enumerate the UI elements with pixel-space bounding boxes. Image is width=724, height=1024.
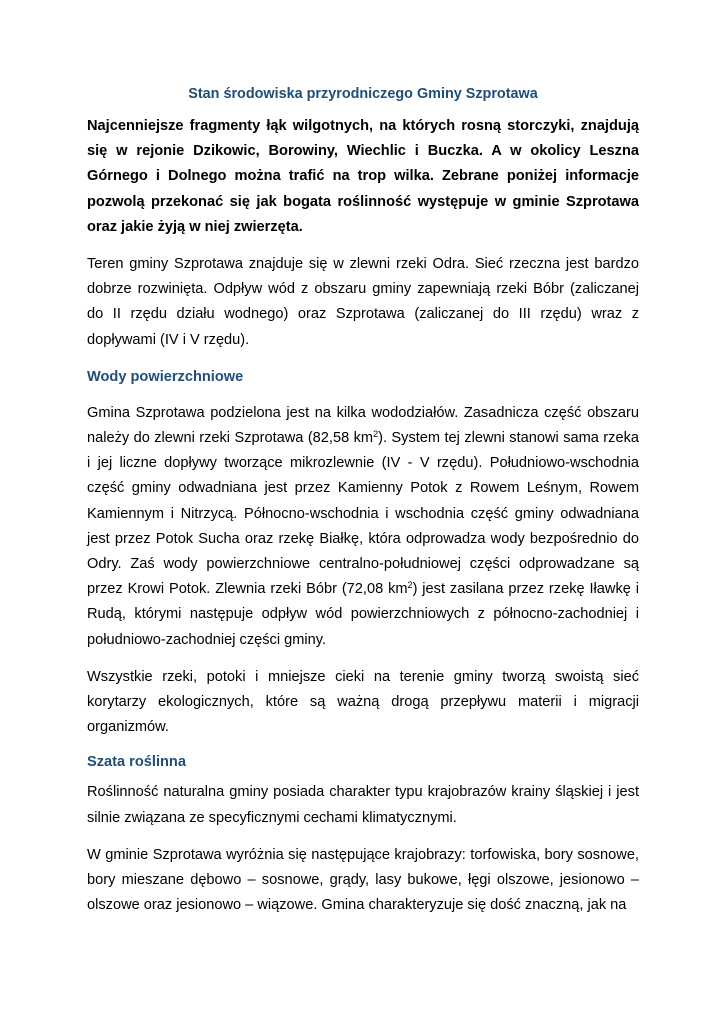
superscript-km2: 2 xyxy=(373,429,379,440)
section-heading-vegetation: Szata roślinna xyxy=(87,754,186,771)
paragraph-ecological-corridors: Wszystkie rzeki, potoki i mniejsze cieki na terenie gminy tworzą swoistą sieć korytarzy ekologicznych, które są ważną drogą przepływu materii i migracji organizmów. xyxy=(87,668,639,736)
superscript-km2: 2 xyxy=(407,580,413,591)
intro-paragraph: Najcenniejsze fragmenty łąk wilgotnych, na których rosną storczyki, znajdują się w rejonie Dzikowic, Borowiny, Wiechlic i Buczka. A w okolicy Leszna Górnego i Dolnego można trafić na trop wilka. Zebrane poniżej informacje pozwolą przekonać się jak bogata roślinność występuje w gminie Szprotawa oraz jakie żyją w niej zwierzęta. xyxy=(87,118,639,235)
watersheds-text-part1: Gmina Szprotawa podzielona jest na kilka wododziałów. Zasadnicza część obszaru należy do zlewni rzeki Szprotawa (82,58 km xyxy=(87,404,639,447)
watersheds-text-part3: ) jest zasilana przez rzekę Iławkę i Rudą, którymi następuje odpływ wód powierzchniowych z północno-zachodniej i południowo-zachodniej części gminy. xyxy=(87,581,639,648)
section-heading-surface-waters: Wody powierzchniowe xyxy=(87,368,244,385)
paragraph-natural-vegetation: Roślinność naturalna gminy posiada charakter typu krajobrazów krainy śląskiej i jest silnie związana ze specyficznymi cechami klimatycznymi. xyxy=(87,784,639,826)
paragraph-watersheds xyxy=(87,401,639,653)
paragraph-landscapes: W gminie Szprotawa wyróżnia się następujące krajobrazy: torfowiska, bory sosnowe, bory mieszane dębowo – sosnowe, grądy, lasy bukowe, łęgi olszowe, jesionowo – olszowe oraz jesionowo – wiązowe. Gmina charakteryzuje się dość znaczną, jak na xyxy=(87,846,639,914)
document-title: Stan środowiska przyrodniczego Gminy Szprotawa xyxy=(188,86,538,102)
document-body xyxy=(87,84,639,930)
watersheds-text-part2: ). System tej zlewni stanowi sama rzeka i jej liczne dopływy tworzące mikrozlewnie (IV - V rzędu). Południowo-wschodnia część gminy odwadniana jest przez Kamienny Potok z Rowem Leśnym, Rowem Kamiennym i Nitrzycą. Północno-wschodnia i wschodnia część gminy odwadniana jest przez Potok Sucha oraz rzekę Białkę, która odprowadza wody bezpośrednio do Odry. Zaś wody powierzchniowe centralno-południowej części odprowadzane są przez Krowi Potok. Zlewnia rzeki Bóbr (72,08 km xyxy=(87,430,639,598)
paragraph-river-basin: Teren gminy Szprotawa znajduje się w zlewni rzeki Odra. Sieć rzeczna jest bardzo dobrze rozwinięta. Odpływ wód z obszaru gminy zapewniają rzeki Bóbr (zaliczanej do II rzędu działu wodnego) oraz Szprotawa (zaliczanej do III rzędu) wraz z dopływami (IV i V rzędu). xyxy=(87,256,639,348)
